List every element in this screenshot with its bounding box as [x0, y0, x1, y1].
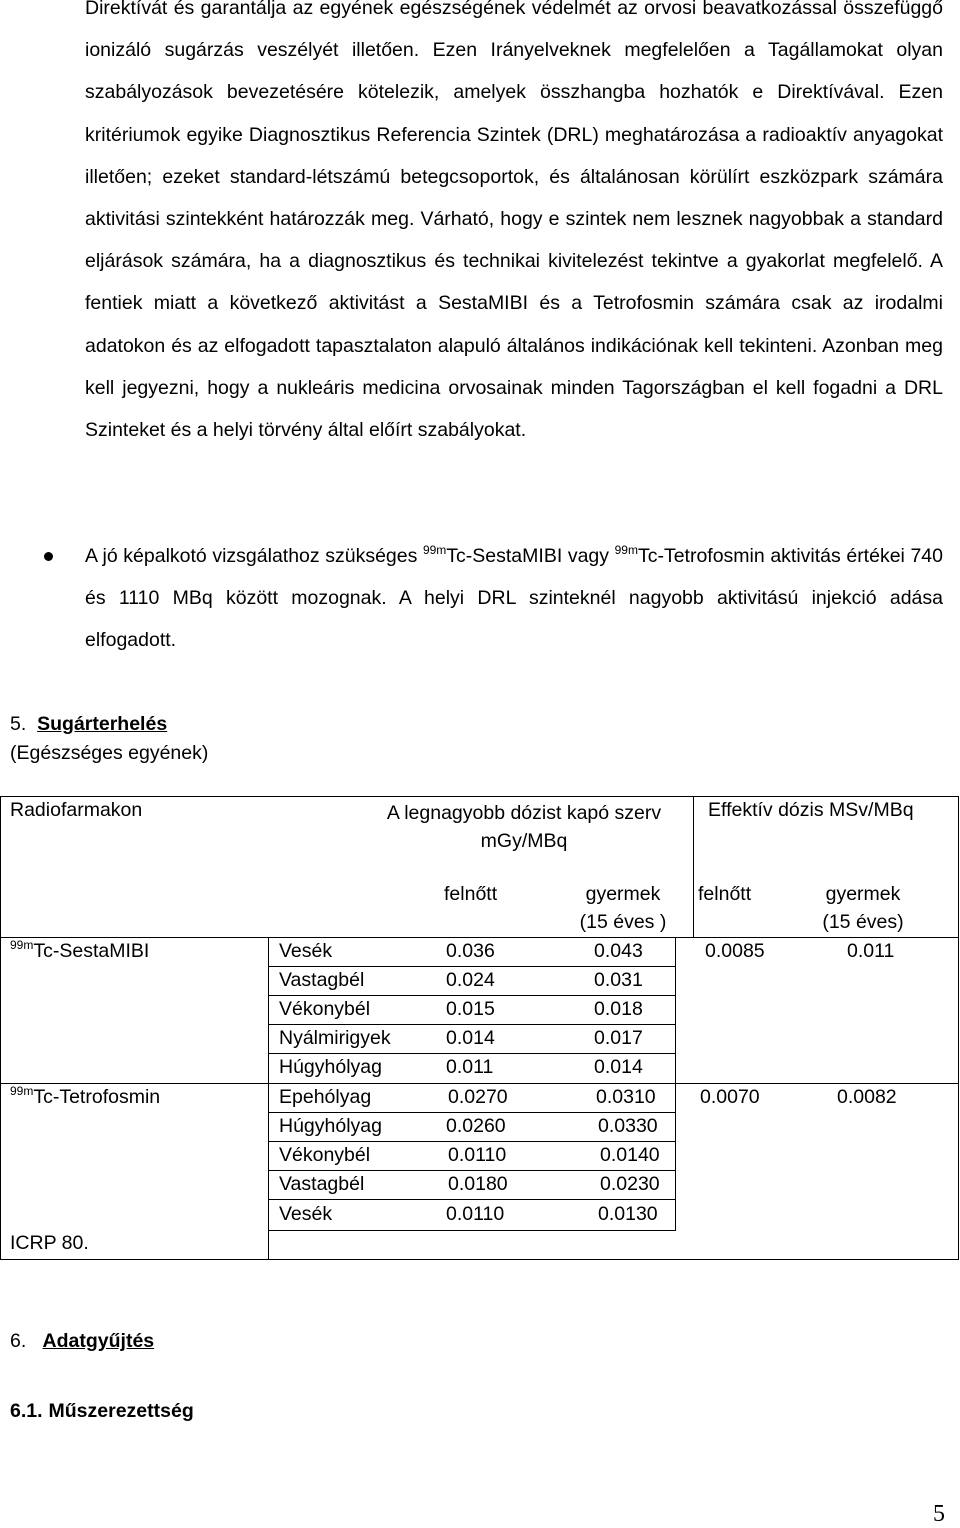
organ: Vesék [279, 940, 333, 962]
dose-adult: 0.0110 [446, 1203, 505, 1225]
organ: Húgyhólyag [279, 1115, 382, 1137]
section-6-1-title: Műszerezettség [48, 1400, 194, 1422]
section-5-number: 5. [10, 713, 27, 735]
dose-child: 0.014 [594, 1056, 643, 1078]
radiopharmaceutical-sestamibi [10, 940, 149, 963]
organ: Húgyhólyag [279, 1056, 382, 1078]
row-line [268, 966, 676, 967]
dose-child: 0.0230 [600, 1173, 660, 1195]
eff-adult: 0.0085 [705, 940, 765, 962]
section-6-1-number: 6.1. [10, 1400, 43, 1422]
organ: Vékonybél [279, 998, 371, 1020]
header-effective-dose: Effektív dózis MSv/MBq [708, 799, 914, 821]
section-5-heading [10, 713, 167, 736]
bullet-text-1: A jó képalkotó vizsgálathoz szükséges [85, 545, 423, 567]
dose-adult: 0.0180 [448, 1173, 508, 1195]
organ: Vesék [279, 1203, 333, 1225]
organ: Vékonybél [279, 1144, 371, 1166]
dose-adult: 0.0260 [446, 1115, 506, 1137]
table-left-border [0, 796, 1, 1260]
page-number: 5 [933, 1501, 945, 1527]
table-col-divider-2a [693, 796, 694, 938]
row-line [268, 995, 676, 996]
table-bottom-border [0, 1259, 958, 1260]
eff-adult: 0.0070 [700, 1086, 760, 1108]
header-child-organ-age: (15 éves ) [579, 911, 667, 933]
bullet-sup-1: 99m [422, 543, 447, 557]
dose-adult: 0.0270 [448, 1086, 508, 1108]
row-line [268, 1170, 676, 1171]
dose-child: 0.0130 [598, 1203, 658, 1225]
dose-child: 0.0140 [600, 1144, 660, 1166]
dose-child: 0.0330 [598, 1115, 658, 1137]
section-5-subtitle: (Egészséges egyének) [10, 742, 209, 764]
dose-adult: 0.015 [446, 998, 495, 1020]
header-adult-organ: felnőtt [444, 883, 498, 905]
table-source: ICRP 80. [10, 1232, 89, 1254]
name-text: Tc-SestaMIBI [33, 940, 150, 962]
header-radiofarmakon: Radiofarmakon [10, 799, 143, 821]
row-line [268, 1141, 676, 1142]
table-header-border [0, 937, 958, 938]
organ: Nyálmirigyek [279, 1027, 391, 1049]
eff-child: 0.011 [847, 940, 895, 962]
dose-adult: 0.011 [446, 1056, 494, 1078]
radiopharmaceutical-tetrofosmin [10, 1086, 160, 1109]
row-line [268, 1199, 676, 1200]
section-6-heading [10, 1330, 154, 1353]
header-organ-dose: A legnagyobb dózist kapó szerv mGy/MBq [386, 802, 662, 852]
dose-adult: 0.0110 [448, 1144, 507, 1166]
organ: Vastagbél [279, 969, 365, 991]
bullet-paragraph [85, 535, 943, 662]
dose-child: 0.031 [594, 969, 643, 991]
section-6-1-heading [10, 1400, 194, 1423]
header-child-effective: gyermek [825, 883, 901, 905]
bullet-icon [44, 552, 53, 561]
header-adult-effective: felnőtt [698, 883, 752, 905]
dose-adult: 0.024 [446, 969, 495, 991]
row-line [268, 1112, 676, 1113]
row-line [268, 1024, 676, 1025]
intro-paragraph: Direktívát és garantálja az egyének egészségének védelmét az orvosi beavatkozással összefüggő ionizáló sugárzás veszélyét illetően. Ezen Irányelveknek megfelelően a Tagállamokat olyan szabályozások bevezetésére kötelezik, amelyek összhangba hozhatók e Direktívával. Ezen kritériumok egyike Diagnosztikus Referencia Szintek (DRL) meghatározása a radioaktív anyagokat illetően; ezeket standard-létszámú betegcsoportok, és általánosan körülírt eszközpark számára aktivitási szintekként határozzák meg. Várható, hogy e szintek nem lesznek nagyobbak a standard eljárások számára, ha a diagnosztikus és technikai kivitelezést tekintve a gyakorlat megfelelő. A fentiek miatt a következő aktivitást a SestaMIBI és a Tetrofosmin számára csak az irodalmi adatokon és az elfogadott tapasztalaton alapuló általános indikációnak kell tekinteni. Azonban meg kell jegyezni, hogy a nukleáris medicina orvosainak minden Tagországban el kell fogadni a DRL Szinteket és a helyi törvény által előírt szabályokat. [85, 0, 943, 442]
table-group-border [0, 1083, 958, 1084]
sup-99m: 99m [10, 1084, 34, 1098]
table-top-border [0, 796, 958, 797]
name-text: Tc-Tetrofosmin [33, 1086, 161, 1108]
bullet-text-2: Tc-SestaMIBI vagy [446, 545, 615, 567]
section-6-title: Adatgyűjtés [42, 1330, 155, 1352]
dose-adult: 0.014 [446, 1027, 495, 1049]
table-col-divider-2b [675, 937, 676, 1231]
section-5-title: Sugárterhelés [37, 713, 168, 735]
dose-adult: 0.036 [446, 940, 495, 962]
bullet-sup-2: 99m [614, 543, 638, 557]
bullet-text-3: Tc-Tetrofosmin aktivitás értékei 740 és 1110 MBq között mozognak. A helyi DRL szinteknél nagyobb aktivitású injekció adása elfogadott. [85, 545, 943, 652]
dose-child: 0.017 [594, 1027, 643, 1049]
organ: Epehólyag [279, 1086, 372, 1108]
sup-99m: 99m [10, 938, 34, 952]
table-right-border [958, 796, 959, 1260]
section-6-number: 6. [10, 1330, 27, 1352]
table-col-divider-1 [268, 937, 269, 1259]
dose-child: 0.018 [594, 998, 643, 1020]
header-child-effective-age: (15 éves) [822, 911, 904, 933]
row-line [268, 1230, 676, 1231]
dose-child: 0.043 [594, 940, 643, 962]
organ: Vastagbél [279, 1173, 365, 1195]
eff-child: 0.0082 [837, 1086, 897, 1108]
row-line [268, 1053, 676, 1054]
header-child-organ: gyermek [585, 883, 661, 905]
dose-child: 0.0310 [596, 1086, 656, 1108]
